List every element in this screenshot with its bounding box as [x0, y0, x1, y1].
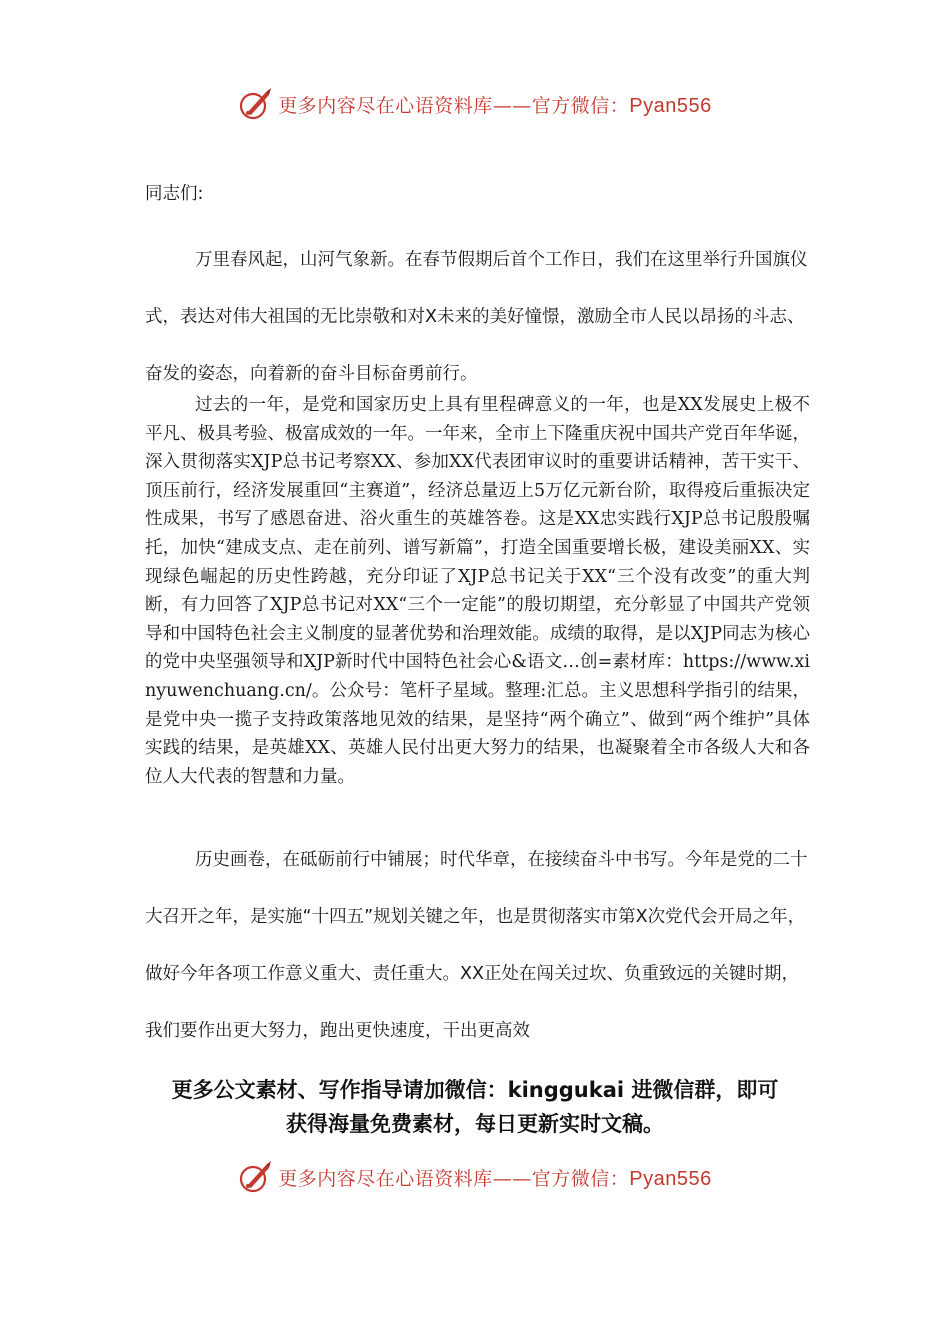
watermark-wechat-id: Pyan556: [629, 1167, 712, 1190]
watermark-label: 官方微信：: [531, 1167, 630, 1190]
quill-pen-icon: [238, 1159, 274, 1195]
promo-note: [0, 1073, 950, 1141]
watermark-header: [0, 84, 950, 124]
watermark-label: 官方微信：: [531, 94, 630, 117]
watermark-wechat-id: Pyan556: [629, 94, 712, 117]
watermark-site-name: 更多内容尽在心语资料库: [278, 1167, 493, 1190]
quill-pen-icon: [238, 86, 274, 122]
paragraph-2: 过去的一年，是党和国家历史上具有里程碑意义的一年，也是XX发展史上极不平凡、极具考验、极富成效的一年。一年来，全市上下隆重庆祝中国共产党百年华诞，深入贯彻落实XJP总书记考察XX、参加XX代表团审议时的重要讲话精神，苦干实干、顶压前行，经济发展重回“主赛道”，经济总量迈上5万亿元新台阶，取得疫后重振决定性成果，书写了感恩奋进、浴火重生的英雄答卷。这是XX忠实践行XJP总书记殷殷嘱托，加快“建成支点、走在前列、谱写新篇”，打造全国重要增长极，建设美丽XX、实现绿色崛起的历史性跨越，充分印证了XJP总书记关于XX“三个没有改变”的重大判断，有力回答了XJP总书记对XX“三个一定能”的殷切期望，充分彰显了中国共产党领导和中国特色社会主义制度的显著优势和治理效能。成绩的取得，是以XJP同志为核心的党中央坚强领导和XJP新时代中国特色社会心&语文…创=素材库：https://www.xinyuwenchuang.cn/。公众号：笔杆子星域。整理:汇总。主义思想科学指引的结果，是党中央一揽子支持政策落地见效的结果，是坚持“两个确立”、做到“两个维护”具体实践的结果，是英雄XX、英雄人民付出更大努力的结果，也凝聚着全市各级人大和各位人大代表的智慧和力量。: [145, 395, 810, 787]
watermark-separator: ——: [492, 1167, 532, 1190]
watermark-separator: ——: [492, 94, 532, 117]
paragraph-1: 万里春风起，山河气象新。在春节假期后首个工作日，我们在这里举行升国旗仪式，表达对伟大祖国的无比崇敬和对X未来的美好憧憬，激励全市人民以昂扬的斗志、奋发的姿态，向着新的奋斗目标奋勇前行。: [145, 250, 808, 384]
watermark-site-name: 更多内容尽在心语资料库: [278, 94, 493, 117]
paragraph-3: 历史画卷，在砥砺前行中铺展；时代华章，在接续奋斗中书写。今年是党的二十大召开之年，是实施“十四五”规划关键之年，也是贯彻落实市第X次党代会开局之年，做好今年各项工作意义重大、责任重大。XX正处在闯关过坎、负重致远的关键时期，我们要作出更大努力，跑出更快速度，干出更高效: [145, 850, 808, 1041]
promo-note-line-2: 获得海量免费素材，每日更新实时文稿。: [286, 1112, 664, 1136]
promo-note-line-1: 更多公文素材、写作指导请加微信：kinggukai 进微信群，即可: [171, 1078, 779, 1102]
watermark-footer: [0, 1157, 950, 1197]
salutation: 同志们:: [145, 184, 204, 204]
